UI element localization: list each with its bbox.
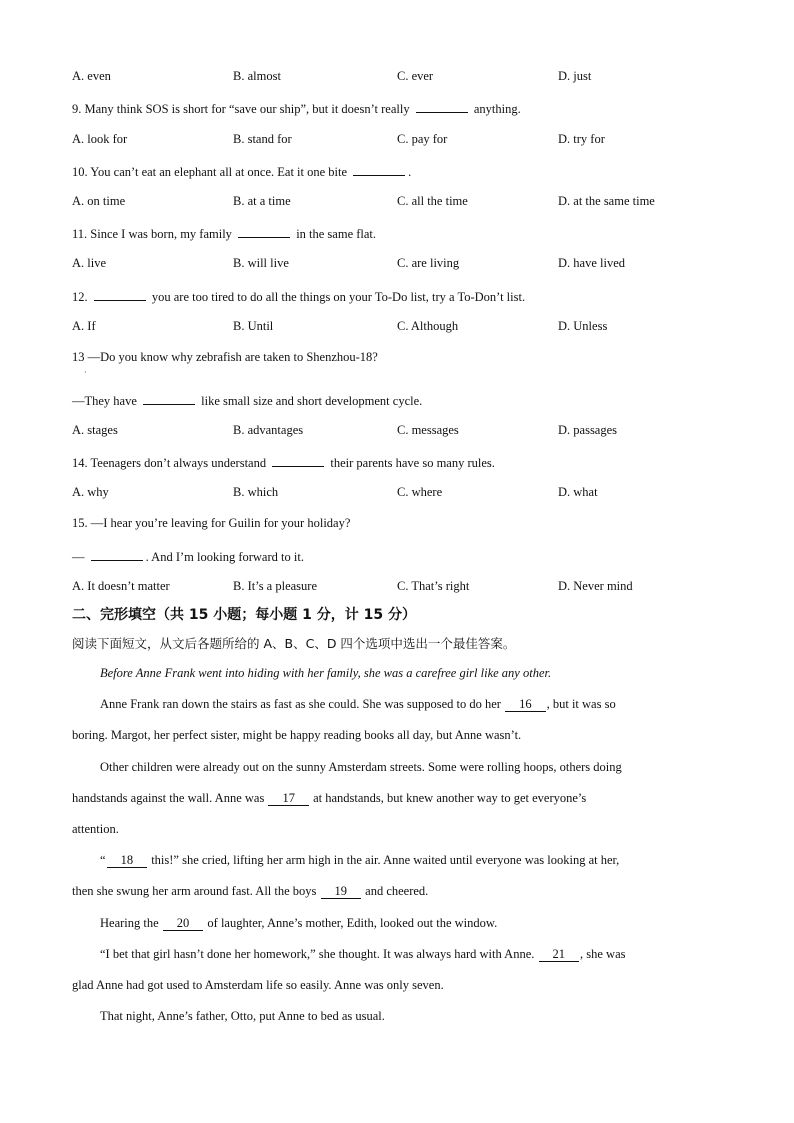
q12-option-b[interactable]: B. Until [233,319,274,333]
blank-19[interactable]: 19 [321,885,362,899]
q9-option-b[interactable]: B. stand for [233,132,292,146]
q10-option-b[interactable]: B. at a time [233,194,291,208]
q15-option-b[interactable]: B. It’s a pleasure [233,579,318,593]
q8-option-d[interactable]: D. just [558,69,592,83]
q13-blank [143,392,195,405]
passage-text: this!” she cried, lifting her arm high in the air. Anne waited until everyone was looking at her, [151,853,620,867]
q11-stem [72,225,376,242]
passage-text: “I bet that girl hasn’t done her homework,” she thought. It was always hard with Anne. [100,947,535,961]
q12-option-a[interactable]: A. If [72,319,96,333]
q11-options [72,256,732,274]
q14-option-a[interactable]: A. why [72,485,109,499]
q13-text-post: like small size and short development cycle. [201,394,423,408]
passage-text: then she swung her arm around fast. All the boys [72,884,317,898]
q10-text-pre: 10. You can’t eat an elephant all at once. Eat it one bite [72,165,348,179]
q9-text-post: anything. [473,102,521,116]
passage-line-9 [100,947,626,962]
q12-text-pre: 12. [72,290,88,304]
passage-line-11: That night, Anne’s father, Otto, put Anne to bed as usual. [100,1009,385,1023]
q14-text-post: their parents have so many rules. [330,456,495,470]
q13-option-c[interactable]: C. messages [397,423,459,437]
q14-stem [72,454,495,471]
q13-option-b[interactable]: B. advantages [233,423,304,437]
section-heading: 二、完形填空（共 15 小题；每小题 1 分，计 15 分） [72,607,416,623]
passage-text: Anne Frank ran down the stairs as fast as she could. She was supposed to do her [100,697,501,711]
passage-intro: Before Anne Frank went into hiding with her family, she was a carefree girl like any other. [100,666,552,680]
q10-blank [353,163,405,176]
q8-option-c[interactable]: C. ever [397,69,434,83]
q11-text-pre: 11. Since I was born, my family [72,227,232,241]
q11-option-c[interactable]: C. are living [397,256,460,270]
passage-text: handstands against the wall. Anne was [72,791,265,805]
q11-blank [238,225,290,238]
q14-option-d[interactable]: D. what [558,485,598,499]
q12-stem [72,288,525,305]
q14-option-b[interactable]: B. which [233,485,279,499]
q10-option-d[interactable]: D. at the same time [558,194,655,208]
q15-option-c[interactable]: C. That’s right [397,579,470,593]
blank-17[interactable]: 17 [268,792,309,806]
q15-blank [91,548,143,561]
q10-option-c[interactable]: C. all the time [397,194,468,208]
q10-text-post: . [408,165,412,179]
q11-option-b[interactable]: B. will live [233,256,289,270]
q9-option-c[interactable]: C. pay for [397,132,448,146]
q15-text-post: . And I’m looking forward to it. [145,550,304,564]
blank-21[interactable]: 21 [539,948,580,962]
passage-text: of laughter, Anne’s mother, Edith, looked out the window. [207,916,498,930]
q9-text-pre: 9. Many think SOS is short for “save our ship”, but it doesn’t really [72,102,410,116]
passage-line-4 [72,791,586,806]
passage-line-1 [100,697,616,712]
q13-option-d[interactable]: D. passages [558,423,618,437]
q13-stem [72,392,422,409]
q9-blank [416,100,468,113]
passage-text: at handstands, but knew another way to get everyone’s [313,791,587,805]
q15-text-pre: — [72,550,85,564]
q13-dot-mark: · [84,368,87,377]
passage-line-6 [100,853,619,868]
blank-18[interactable]: 18 [107,854,148,868]
passage-text: , but it was so [546,697,616,711]
q13-option-a[interactable]: A. stages [72,423,118,437]
q13-question: 13 —Do you know why zebrafish are taken to Shenzhou-18? [72,350,378,364]
passage-line-2: boring. Margot, her perfect sister, might be happy reading books all day, but Anne wasn’t. [72,728,522,742]
q14-blank [272,454,324,467]
passage-line-3: Other children were already out on the sunny Amsterdam streets. Some were rolling hoops, others doing [100,760,622,774]
passage-text: and cheered. [365,884,429,898]
blank-16[interactable]: 16 [505,698,546,712]
q9-option-a[interactable]: A. look for [72,132,128,146]
passage-text: “ [100,853,106,867]
q10-options [72,194,732,212]
q14-text-pre: 14. Teenagers don’t always understand [72,456,267,470]
q12-options [72,319,732,337]
q8-option-a[interactable]: A. even [72,69,111,83]
q10-stem [72,163,411,180]
passage-line-8 [100,916,497,931]
q14-option-c[interactable]: C. where [397,485,443,499]
q12-text-post: you are too tired to do all the things on your To-Do list, try a To-Don’t list. [151,290,526,304]
q12-option-d[interactable]: D. Unless [558,319,608,333]
q11-text-post: in the same flat. [296,227,377,241]
q15-option-a[interactable]: A. It doesn’t matter [72,579,170,593]
q10-option-a[interactable]: A. on time [72,194,126,208]
passage-text: , she was [580,947,626,961]
q8-options [72,69,732,87]
passage-text: Hearing the [100,916,159,930]
q9-stem [72,100,521,117]
q9-options [72,132,732,150]
q15-options [72,579,732,597]
q11-option-a[interactable]: A. live [72,256,107,270]
passage-line-10: glad Anne had got used to Amsterdam life so easily. Anne was only seven. [72,978,444,992]
q11-option-d[interactable]: D. have lived [558,256,625,270]
q12-option-c[interactable]: C. Although [397,319,459,333]
q12-blank [94,288,146,301]
q15-option-d[interactable]: D. Never mind [558,579,633,593]
passage-line-5: attention. [72,822,119,836]
q15-question: 15. —I hear you’re leaving for Guilin for your holiday? [72,516,351,530]
section-instruction: 阅读下面短文，从文后各题所给的 A、B、C、D 四个选项中选出一个最佳答案。 [72,636,516,651]
q13-options [72,423,732,441]
passage-line-7 [72,884,428,899]
q13-text-pre: —They have [72,394,137,408]
q14-options [72,485,732,503]
q9-option-d[interactable]: D. try for [558,132,605,146]
q15-stem [72,548,304,565]
blank-20[interactable]: 20 [163,917,204,931]
q8-option-b[interactable]: B. almost [233,69,281,83]
